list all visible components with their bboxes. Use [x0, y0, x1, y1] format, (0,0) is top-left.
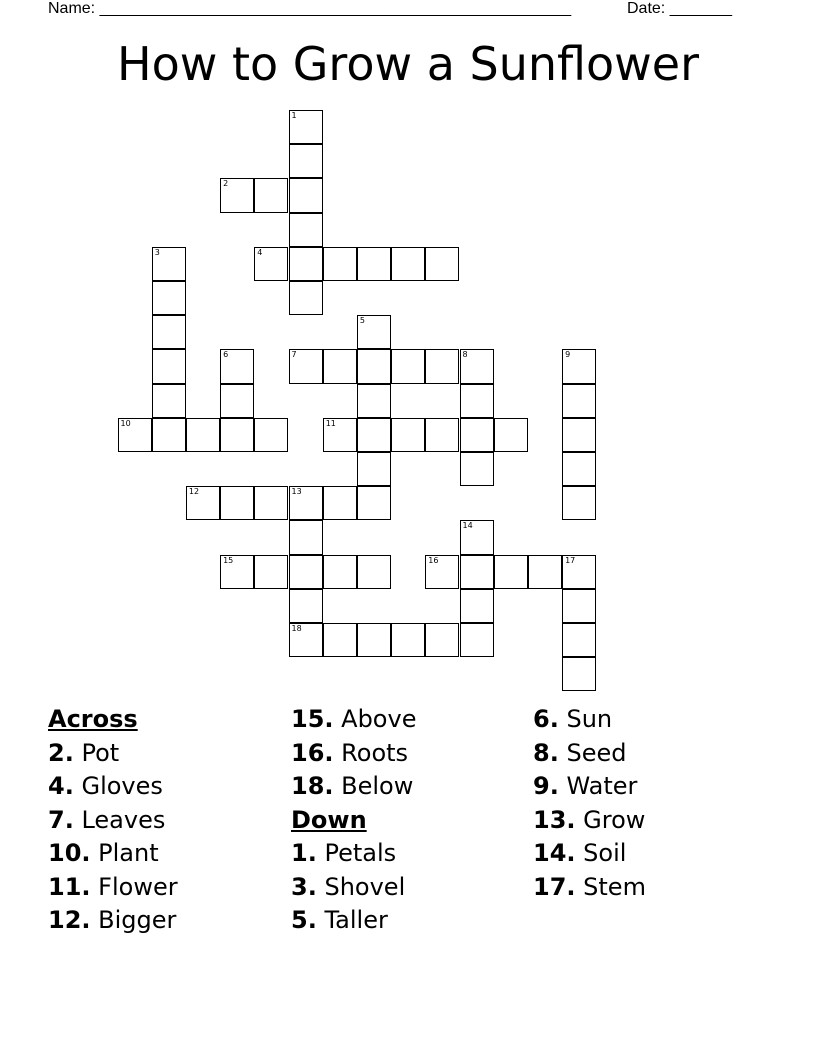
clue-answer: Flower	[98, 872, 178, 901]
clue-item	[48, 837, 178, 871]
crossword-cell[interactable]	[494, 418, 528, 452]
crossword-cell[interactable]	[562, 452, 596, 486]
clue-number: 6.	[533, 705, 559, 733]
crossword-cell[interactable]	[289, 486, 323, 520]
clue-number: 2.	[48, 738, 74, 767]
crossword-cell[interactable]	[152, 247, 186, 281]
clue-number: 10.	[48, 839, 91, 867]
crossword-cell[interactable]	[357, 486, 391, 520]
crossword-cell[interactable]	[254, 247, 288, 281]
crossword-cell[interactable]	[460, 520, 494, 554]
cell-number: 7	[291, 350, 297, 360]
crossword-cell[interactable]	[323, 418, 357, 452]
crossword-cell[interactable]	[357, 555, 391, 589]
clue-number: 11.	[48, 872, 91, 901]
crossword-cell[interactable]	[357, 349, 391, 383]
crossword-cell[interactable]	[220, 178, 254, 212]
crossword-cell[interactable]	[425, 247, 459, 281]
cell-number: 10	[120, 418, 131, 428]
crossword-cell[interactable]	[152, 281, 186, 315]
crossword-cell[interactable]	[425, 349, 459, 383]
clue-item	[48, 904, 178, 938]
crossword-cell[interactable]	[528, 555, 562, 589]
clue-number: 9.	[533, 772, 559, 800]
crossword-cell[interactable]	[460, 589, 494, 623]
crossword-cell[interactable]	[289, 144, 323, 178]
crossword-cell[interactable]	[289, 589, 323, 623]
clue-number: 7.	[48, 805, 74, 834]
crossword-cell[interactable]	[562, 384, 596, 418]
cell-number: 3	[154, 247, 160, 257]
clue-answer: Pot	[81, 738, 120, 767]
clue-answer: Plant	[98, 839, 159, 867]
crossword-cell[interactable]	[562, 555, 596, 589]
crossword-cell[interactable]	[289, 349, 323, 383]
crossword-cell[interactable]	[220, 486, 254, 520]
page-title: How to Grow a Sunflower	[117, 37, 699, 91]
clue-number: 16.	[291, 738, 334, 767]
crossword-cell[interactable]	[391, 247, 425, 281]
crossword-cell[interactable]	[289, 623, 323, 657]
clue-item	[48, 737, 178, 771]
clue-item	[48, 770, 178, 804]
clue-number: 1.	[291, 839, 317, 867]
crossword-cell[interactable]	[152, 418, 186, 452]
crossword-cell[interactable]	[152, 384, 186, 418]
clue-column-1	[48, 703, 178, 938]
clue-answer: Seed	[566, 738, 627, 767]
clue-number: 5.	[291, 906, 317, 934]
crossword-cell[interactable]	[289, 520, 323, 554]
clue-item	[291, 837, 416, 871]
clue-answer: Petals	[324, 839, 397, 867]
crossword-cell[interactable]	[425, 418, 459, 452]
clue-answer: Sun	[566, 705, 613, 733]
crossword-cell[interactable]	[357, 384, 391, 418]
crossword-cell[interactable]	[186, 418, 220, 452]
cell-number: 15	[223, 555, 234, 565]
crossword-cell[interactable]	[357, 315, 391, 349]
clue-section-heading: Across	[48, 705, 138, 733]
crossword-cell[interactable]	[460, 555, 494, 589]
name-field[interactable]: Name: _____________________________________________________	[48, 0, 572, 17]
crossword-cell[interactable]	[323, 486, 357, 520]
crossword-cell[interactable]	[425, 555, 459, 589]
date-field[interactable]: Date: _______	[627, 0, 732, 17]
crossword-cell[interactable]	[391, 623, 425, 657]
clue-item	[291, 871, 416, 905]
clue-number: 12.	[48, 906, 91, 934]
clue-number: 15.	[291, 705, 334, 733]
crossword-cell[interactable]	[391, 349, 425, 383]
crossword-cell[interactable]	[220, 349, 254, 383]
crossword-cell[interactable]	[289, 247, 323, 281]
clue-answer: Grow	[583, 805, 646, 834]
cell-number: 1	[291, 111, 297, 120]
clue-number: 13.	[533, 805, 576, 834]
clue-answer: Water	[566, 772, 638, 800]
crossword-cell[interactable]	[186, 486, 220, 520]
cell-number: 16	[428, 555, 439, 565]
crossword-cell[interactable]	[391, 418, 425, 452]
clue-answer: Below	[341, 772, 414, 800]
clue-item	[291, 904, 416, 938]
crossword-cell[interactable]	[254, 418, 288, 452]
cell-number: 14	[462, 521, 473, 531]
crossword-cell[interactable]	[220, 555, 254, 589]
crossword-cell[interactable]	[254, 178, 288, 212]
crossword-cell[interactable]	[357, 623, 391, 657]
clue-answer: Gloves	[81, 772, 163, 800]
clue-number: 3.	[291, 872, 317, 901]
clue-item	[48, 804, 178, 838]
crossword-cell[interactable]	[323, 247, 357, 281]
clue-number: 4.	[48, 772, 74, 800]
clue-item	[48, 871, 178, 905]
crossword-cell[interactable]	[494, 555, 528, 589]
cell-number: 18	[291, 624, 302, 633]
clue-item	[291, 737, 416, 771]
clue-answer: Roots	[341, 738, 409, 767]
crossword-cell[interactable]	[357, 247, 391, 281]
crossword-cell[interactable]	[289, 213, 323, 247]
crossword-cell[interactable]	[460, 349, 494, 383]
clue-number: 8.	[533, 738, 559, 767]
crossword-cell[interactable]	[562, 623, 596, 657]
cell-number: 8	[462, 350, 468, 360]
crossword-cell[interactable]	[289, 281, 323, 315]
crossword-cell[interactable]	[254, 486, 288, 520]
crossword-cell[interactable]	[425, 623, 459, 657]
clue-item	[291, 770, 416, 804]
clue-number: 14.	[533, 839, 576, 867]
clue-item	[533, 703, 646, 737]
clue-section-heading: Down	[291, 805, 367, 834]
crossword-cell[interactable]	[289, 110, 323, 144]
clue-item	[533, 770, 646, 804]
crossword-cell[interactable]	[460, 452, 494, 486]
crossword-cell[interactable]	[323, 349, 357, 383]
crossword-cell[interactable]	[152, 349, 186, 383]
cell-number: 6	[223, 350, 229, 360]
crossword-cell[interactable]	[118, 418, 152, 452]
clue-column-3	[533, 703, 646, 904]
crossword-cell[interactable]	[357, 452, 391, 486]
clue-item	[533, 837, 646, 871]
clue-answer: Shovel	[324, 872, 406, 901]
clue-answer: Leaves	[81, 805, 166, 834]
crossword-cell[interactable]	[460, 623, 494, 657]
clue-number: 18.	[291, 772, 334, 800]
crossword-cell[interactable]	[289, 178, 323, 212]
cell-number: 5	[359, 316, 365, 326]
crossword-cell[interactable]	[220, 384, 254, 418]
clue-answer: Bigger	[98, 906, 177, 934]
clue-answer: Taller	[324, 906, 388, 934]
crossword-cell[interactable]	[254, 555, 288, 589]
clue-item	[533, 737, 646, 771]
crossword-cell[interactable]	[562, 486, 596, 520]
crossword-cell[interactable]	[562, 349, 596, 383]
clue-item	[533, 871, 646, 905]
cell-number: 13	[291, 487, 302, 497]
crossword-cell[interactable]	[562, 589, 596, 623]
crossword-cell[interactable]	[323, 623, 357, 657]
cell-number: 11	[325, 418, 336, 428]
crossword-cell[interactable]	[152, 315, 186, 349]
crossword-cell[interactable]	[323, 555, 357, 589]
clue-column-2	[291, 703, 416, 938]
crossword-cell[interactable]	[289, 555, 323, 589]
cell-number: 17	[565, 555, 576, 565]
crossword-cell[interactable]	[357, 418, 391, 452]
crossword-cell[interactable]	[460, 384, 494, 418]
clue-item	[533, 804, 646, 838]
cell-number: 9	[565, 350, 571, 360]
clue-answer: Soil	[583, 839, 627, 867]
cell-number: 12	[188, 487, 200, 497]
clue-answer: Above	[341, 705, 417, 733]
clue-number: 17.	[533, 872, 576, 901]
cell-number: 2	[223, 179, 229, 189]
crossword-cell[interactable]	[460, 418, 494, 452]
crossword-cell[interactable]	[562, 657, 596, 691]
crossword-cell[interactable]	[562, 418, 596, 452]
clue-answer: Stem	[583, 872, 646, 901]
clue-item	[291, 703, 416, 737]
cell-number: 4	[257, 247, 263, 257]
crossword-cell[interactable]	[220, 418, 254, 452]
